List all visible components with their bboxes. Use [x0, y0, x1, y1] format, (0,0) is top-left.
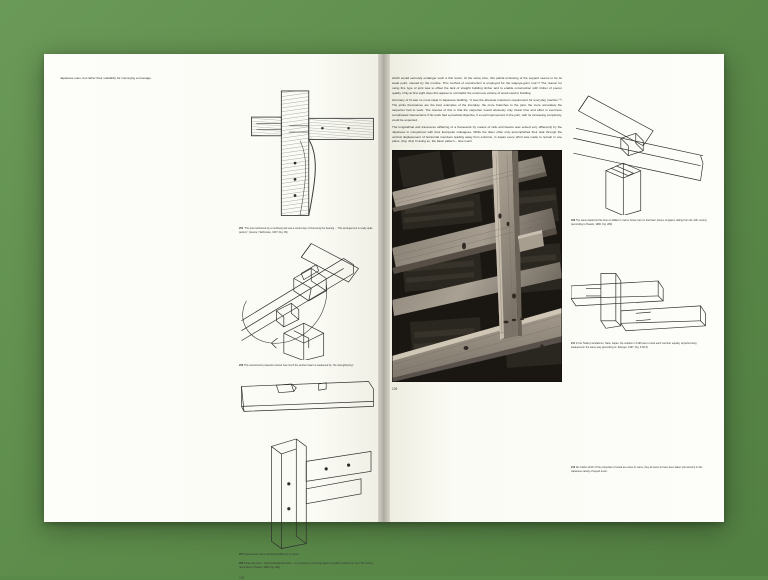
keyed-through-tenon-axonometric: [239, 241, 376, 361]
left-page-body-text: [60, 76, 230, 81]
caption-number: 206: [239, 364, 244, 368]
figure-caption-207: [239, 553, 376, 557]
paragraph: which would seriously endanger such a thin tenon. At the same time, this partial enclosing of the support seems to be its weak point, caused by the mortise. This method of construction is employed for the wagoya-gumi roof.¹7 The reason for using this type of joint was to offset the lack of straight building timber and to enable construction with timber of poorer quality. Only at first sight does this appear to contradict the enormous volume of wood used in building.: [392, 76, 562, 95]
right-page-figure-column: [571, 76, 708, 504]
three-way-joint-drawing: [239, 434, 376, 549]
right-page-text-column: [392, 76, 562, 504]
paragraph: Japanese ones, but rather their suitability for conveying a message.: [60, 76, 152, 80]
right-page-body-text: [392, 76, 562, 144]
keyed-tenon-detail-drawing: [239, 374, 376, 424]
figure-caption-205: [239, 227, 376, 235]
figure-caption-208: [239, 562, 376, 570]
nandaimon-joint-drawing: [571, 271, 708, 338]
caption-number: 210: [571, 466, 576, 470]
post-mortised-jowl-drawing: [239, 76, 376, 223]
figure-caption-211: [571, 342, 708, 350]
caption-text: The same detail but this time on Walker’s manor house barn in Farnham, Essex, England, dating from the 11th century (according to Hewett, 1980, Fig. 280): [571, 219, 707, 227]
figure-caption-209: [571, 219, 708, 227]
left-page-figure-column: [239, 76, 376, 580]
open-book-spread: [44, 54, 724, 580]
figure-caption-210: [571, 466, 708, 474]
left-page-text-column: [60, 76, 230, 504]
caption-text: This axonometric projection shows how much the anchor beam is weakened by “the strengthening”.: [243, 364, 355, 368]
caption-number: 205: [239, 226, 244, 230]
caption-text: Three-way joint – columns/header/tie beam – on a granary in Cressing, Essex, England, dating from the 17th century (according to Hewett, 1980, Fig. 281): [239, 562, 374, 570]
book-page-left: [44, 54, 384, 580]
keyed-tenon-axonometric-right: [571, 76, 708, 215]
caption-text: In the Todai-ji nandaimon, Nara, Japan, the solution in 1199 was to treat each member equally, all parts being weakened in the same way (according to: Zwerger, 1997, Fig. 4-60 ff): [571, 342, 697, 350]
caption-number: 209: [571, 219, 576, 223]
caption-number: 208: [239, 562, 244, 566]
figure-caption-206: [239, 364, 376, 368]
timber-frame-photograph: [392, 150, 562, 382]
paragraph: The longitudinal and transverse stiffening of a framework by means of rails and beams was solved very differently by the Japanese in comparison with their European colleagues. While the latter often only accomplished their task through the vertical displacement of horizontal members leading away from columns, in Japan every effort was made to remain in one plane. (Fig. 211) In doing so, the basic pattern – how much: [392, 124, 562, 144]
caption-text: “The post reinforced by a morticed jowl was a useful way of improving the bearing ... This arrangement is really quite perfect.” (source: Harthsman, 1937, Fig. 99): [239, 226, 373, 234]
caption-number: 207: [239, 552, 244, 556]
caption-number: 211: [571, 342, 576, 346]
folio-right: 109: [392, 387, 398, 392]
caption-text: No matter which of the properties of wood are cares to name, they all seem to have been taken into account in this Japanese variety of keyed tenon.: [571, 466, 703, 474]
folio-left: 108: [239, 576, 245, 580]
caption-text: Keyed tenons were reinforced differently in Japan.: [243, 552, 300, 556]
paragraph: Accuracy of fit was no more ideal in Japanese building. “It was the absolute maximum requirement for everyday practice.”⁹¹ The joints themselves are the best examples of the interplay: the more branches to the joint, the more accurately the carpenter had to work. The reverse of this is that the carpenter would obviously only invest time and effort in evermore complicated intersections if his work had a practical objective, if a real improvement in the joint, with its increasing complexity, could be expected.: [392, 97, 562, 122]
book-page-right: [384, 54, 724, 522]
